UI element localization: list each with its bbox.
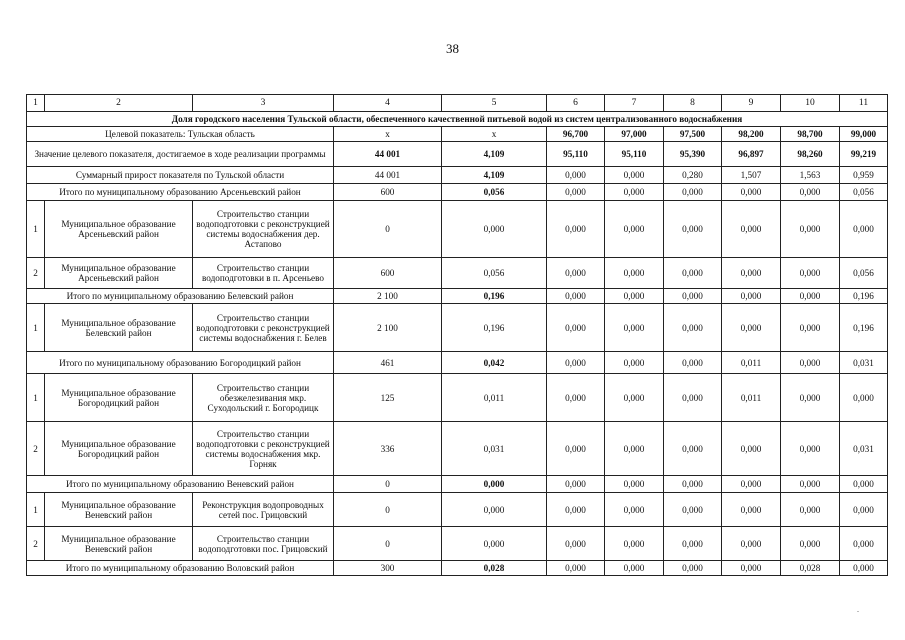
sum-label: Суммарный прирост показателя по Тульской области xyxy=(27,167,334,184)
achieved-c4: 44 001 xyxy=(334,142,442,167)
sum-value: 0,000 xyxy=(547,167,605,184)
cell-c4: 336 xyxy=(334,422,442,476)
sum-c4: 44 001 xyxy=(334,167,442,184)
achieved-value: 96,897 xyxy=(722,142,781,167)
scan-mark: . xyxy=(857,605,859,614)
row-number: 2 xyxy=(27,527,45,561)
cell-c4: 600 xyxy=(334,258,442,289)
district-total-label: Итого по муниципальному образованию Богородицкий район xyxy=(27,352,334,374)
municipality-name: Муниципальное образование Веневский район xyxy=(45,527,193,561)
cell-value: 0,000 xyxy=(664,493,722,527)
cell-value: 0,000 xyxy=(722,201,781,258)
target-value: 96,700 xyxy=(547,127,605,142)
cell-value: 0,000 xyxy=(547,289,605,304)
cell-value: 0,000 xyxy=(781,476,840,493)
cell-value: 0,000 xyxy=(781,289,840,304)
sum-value: 1,563 xyxy=(781,167,840,184)
cell-value: 0,000 xyxy=(664,352,722,374)
col-number-7: 7 xyxy=(605,95,664,112)
cell-value: 0,000 xyxy=(605,201,664,258)
project-name: Строительство станции водоподготовки с реконструкцией системы водоснабжения мкр. Горняк xyxy=(193,422,334,476)
project-name: Реконструкция водопроводных сетей пос. Грицовский xyxy=(193,493,334,527)
project-name: Строительство станции водоподготовки с реконструкцией системы водоснабжения г. Белев xyxy=(193,304,334,352)
page-number: 38 xyxy=(446,41,459,56)
project-row xyxy=(27,422,888,476)
cell-value: 0,000 xyxy=(781,184,840,201)
municipality-name: Муниципальное образование Богородицкий район xyxy=(45,374,193,422)
cell-c5: 0,000 xyxy=(442,527,547,561)
cell-value: 0,000 xyxy=(547,304,605,352)
district-total-label: Итого по муниципальному образованию Арсеньевский район xyxy=(27,184,334,201)
cell-value: 0,196 xyxy=(840,304,888,352)
achieved-value: 95,110 xyxy=(605,142,664,167)
cell-value: 0,000 xyxy=(605,527,664,561)
municipality-name: Муниципальное образование Богородицкий район xyxy=(45,422,193,476)
project-row xyxy=(27,201,888,258)
cell-value: 0,000 xyxy=(664,476,722,493)
cell-value: 0,000 xyxy=(781,493,840,527)
cell-value: 0,000 xyxy=(664,258,722,289)
district-total-row xyxy=(27,184,888,201)
municipality-name: Муниципальное образование Белевский район xyxy=(45,304,193,352)
col-number-9: 9 xyxy=(722,95,781,112)
cell-value: 0,000 xyxy=(605,289,664,304)
cell-c5: 0,056 xyxy=(442,184,547,201)
cell-value: 0,000 xyxy=(722,476,781,493)
cell-c5: 0,042 xyxy=(442,352,547,374)
cell-value: 0,000 xyxy=(605,493,664,527)
cell-value: 0,056 xyxy=(840,184,888,201)
cell-c5: 0,056 xyxy=(442,258,547,289)
project-name: Строительство станции водоподготовки пос. Грицовский xyxy=(193,527,334,561)
row-number: 1 xyxy=(27,201,45,258)
cell-value: 0,000 xyxy=(547,493,605,527)
cell-value: 0,000 xyxy=(722,422,781,476)
district-total-label: Итого по муниципальному образованию Белевский район xyxy=(27,289,334,304)
cell-value: 0,000 xyxy=(840,493,888,527)
cell-value: 0,196 xyxy=(840,289,888,304)
municipality-name: Муниципальное образование Веневский район xyxy=(45,493,193,527)
sum-c5: 4,109 xyxy=(442,167,547,184)
cell-value: 0,000 xyxy=(664,289,722,304)
achieved-label: Значение целевого показателя, достигаемое в ходе реализации программы xyxy=(27,142,334,167)
col-number-5: 5 xyxy=(442,95,547,112)
cell-value: 0,000 xyxy=(605,352,664,374)
municipality-name: Муниципальное образование Арсеньевский район xyxy=(45,201,193,258)
cell-value: 0,000 xyxy=(781,352,840,374)
cell-value: 0,000 xyxy=(840,527,888,561)
cell-value: 0,000 xyxy=(781,304,840,352)
cell-value: 0,000 xyxy=(722,289,781,304)
district-total-row xyxy=(27,476,888,493)
cell-value: 0,000 xyxy=(664,304,722,352)
col-number-8: 8 xyxy=(664,95,722,112)
cell-c5: 0,028 xyxy=(442,561,547,576)
target-value: 97,000 xyxy=(605,127,664,142)
cell-value: 0,000 xyxy=(664,374,722,422)
achieved-c5: 4,109 xyxy=(442,142,547,167)
cell-value: 0,000 xyxy=(781,201,840,258)
achieved-indicator-row xyxy=(27,142,888,167)
cell-value: 0,000 xyxy=(664,527,722,561)
col-number-3: 3 xyxy=(193,95,334,112)
project-row xyxy=(27,258,888,289)
cell-c5: 0,000 xyxy=(442,476,547,493)
cell-value: 0,000 xyxy=(781,374,840,422)
cell-value: 0,011 xyxy=(722,374,781,422)
project-name: Строительство станции водоподготовки в п. Арсеньево xyxy=(193,258,334,289)
cell-value: 0,000 xyxy=(605,374,664,422)
cell-value: 0,000 xyxy=(547,184,605,201)
cell-value: 0,000 xyxy=(605,476,664,493)
cell-c4: 0 xyxy=(334,476,442,493)
cell-value: 0,000 xyxy=(722,304,781,352)
cell-value: 0,000 xyxy=(547,422,605,476)
row-number: 1 xyxy=(27,374,45,422)
cell-value: 0,000 xyxy=(781,527,840,561)
district-total-row xyxy=(27,352,888,374)
target-label: Целевой показатель: Тульская область xyxy=(27,127,334,142)
cell-value: 0,000 xyxy=(722,561,781,576)
col-number-11: 11 xyxy=(840,95,888,112)
sum-value: 0,000 xyxy=(605,167,664,184)
col-number-10: 10 xyxy=(781,95,840,112)
achieved-value: 98,260 xyxy=(781,142,840,167)
cell-c4: 0 xyxy=(334,201,442,258)
district-total-row xyxy=(27,289,888,304)
cell-c5: 0,196 xyxy=(442,289,547,304)
sum-value: 0,959 xyxy=(840,167,888,184)
cell-value: 0,031 xyxy=(840,422,888,476)
achieved-value: 99,219 xyxy=(840,142,888,167)
cell-value: 0,000 xyxy=(840,201,888,258)
target-value: 99,000 xyxy=(840,127,888,142)
col-number-4: 4 xyxy=(334,95,442,112)
cell-value: 0,000 xyxy=(605,258,664,289)
cell-value: 0,000 xyxy=(781,258,840,289)
cell-value: 0,000 xyxy=(605,422,664,476)
row-number: 2 xyxy=(27,422,45,476)
cell-value: 0,000 xyxy=(664,561,722,576)
achieved-value: 95,390 xyxy=(664,142,722,167)
cell-value: 0,000 xyxy=(722,493,781,527)
project-row xyxy=(27,493,888,527)
cell-value: 0,000 xyxy=(722,527,781,561)
cell-value: 0,000 xyxy=(840,561,888,576)
sum-value: 0,280 xyxy=(664,167,722,184)
cell-value: 0,000 xyxy=(547,352,605,374)
district-total-label: Итого по муниципальному образованию Воловский район xyxy=(27,561,334,576)
section-title: Доля городского населения Тульской области, обеспеченного качественной питьевой водой из систем централизованного водоснабжения xyxy=(27,112,888,127)
target-value: 98,700 xyxy=(781,127,840,142)
cell-c4: 2 100 xyxy=(334,289,442,304)
cell-c4: 461 xyxy=(334,352,442,374)
col-number-1: 1 xyxy=(27,95,45,112)
indicator-table-container xyxy=(26,94,887,576)
cell-c5: 0,000 xyxy=(442,201,547,258)
cell-value: 0,000 xyxy=(840,476,888,493)
col-number-2: 2 xyxy=(45,95,193,112)
cell-value: 0,028 xyxy=(781,561,840,576)
cell-value: 0,056 xyxy=(840,258,888,289)
sum-value: 1,507 xyxy=(722,167,781,184)
project-name: Строительство станции обезжелезивания мкр. Суходольский г. Богородицк xyxy=(193,374,334,422)
cell-value: 0,000 xyxy=(664,184,722,201)
cell-value: 0,000 xyxy=(547,258,605,289)
target-c4: х xyxy=(334,127,442,142)
cell-value: 0,000 xyxy=(547,561,605,576)
cell-c5: 0,031 xyxy=(442,422,547,476)
target-value: 97,500 xyxy=(664,127,722,142)
cell-c5: 0,196 xyxy=(442,304,547,352)
cell-value: 0,000 xyxy=(722,258,781,289)
cell-value: 0,000 xyxy=(547,476,605,493)
cell-c4: 600 xyxy=(334,184,442,201)
cell-c4: 0 xyxy=(334,493,442,527)
municipality-name: Муниципальное образование Арсеньевский район xyxy=(45,258,193,289)
cell-value: 0,000 xyxy=(547,374,605,422)
cell-value: 0,031 xyxy=(840,352,888,374)
cell-value: 0,000 xyxy=(605,184,664,201)
achieved-value: 95,110 xyxy=(547,142,605,167)
cell-c4: 300 xyxy=(334,561,442,576)
district-total-label: Итого по муниципальному образованию Веневский район xyxy=(27,476,334,493)
project-name: Строительство станции водоподготовки с реконструкцией системы водоснабжения дер. Астапово xyxy=(193,201,334,258)
column-number-row xyxy=(27,95,888,112)
project-row xyxy=(27,374,888,422)
cell-value: 0,000 xyxy=(547,527,605,561)
sum-increase-row xyxy=(27,167,888,184)
district-total-row xyxy=(27,561,888,576)
project-row xyxy=(27,527,888,561)
project-row xyxy=(27,304,888,352)
row-number: 1 xyxy=(27,304,45,352)
col-number-6: 6 xyxy=(547,95,605,112)
cell-value: 0,000 xyxy=(547,201,605,258)
cell-c4: 0 xyxy=(334,527,442,561)
cell-value: 0,000 xyxy=(840,374,888,422)
cell-c5: 0,000 xyxy=(442,493,547,527)
row-number: 2 xyxy=(27,258,45,289)
cell-c5: 0,011 xyxy=(442,374,547,422)
cell-value: 0,000 xyxy=(781,422,840,476)
target-c5: х xyxy=(442,127,547,142)
cell-value: 0,000 xyxy=(605,304,664,352)
row-number: 1 xyxy=(27,493,45,527)
target-value: 98,200 xyxy=(722,127,781,142)
cell-value: 0,000 xyxy=(605,561,664,576)
cell-c4: 125 xyxy=(334,374,442,422)
target-indicator-row xyxy=(27,127,888,142)
cell-value: 0,000 xyxy=(722,184,781,201)
cell-c4: 2 100 xyxy=(334,304,442,352)
section-title-row xyxy=(27,112,888,127)
indicator-table xyxy=(26,94,888,576)
cell-value: 0,000 xyxy=(664,201,722,258)
cell-value: 0,000 xyxy=(664,422,722,476)
cell-value: 0,011 xyxy=(722,352,781,374)
